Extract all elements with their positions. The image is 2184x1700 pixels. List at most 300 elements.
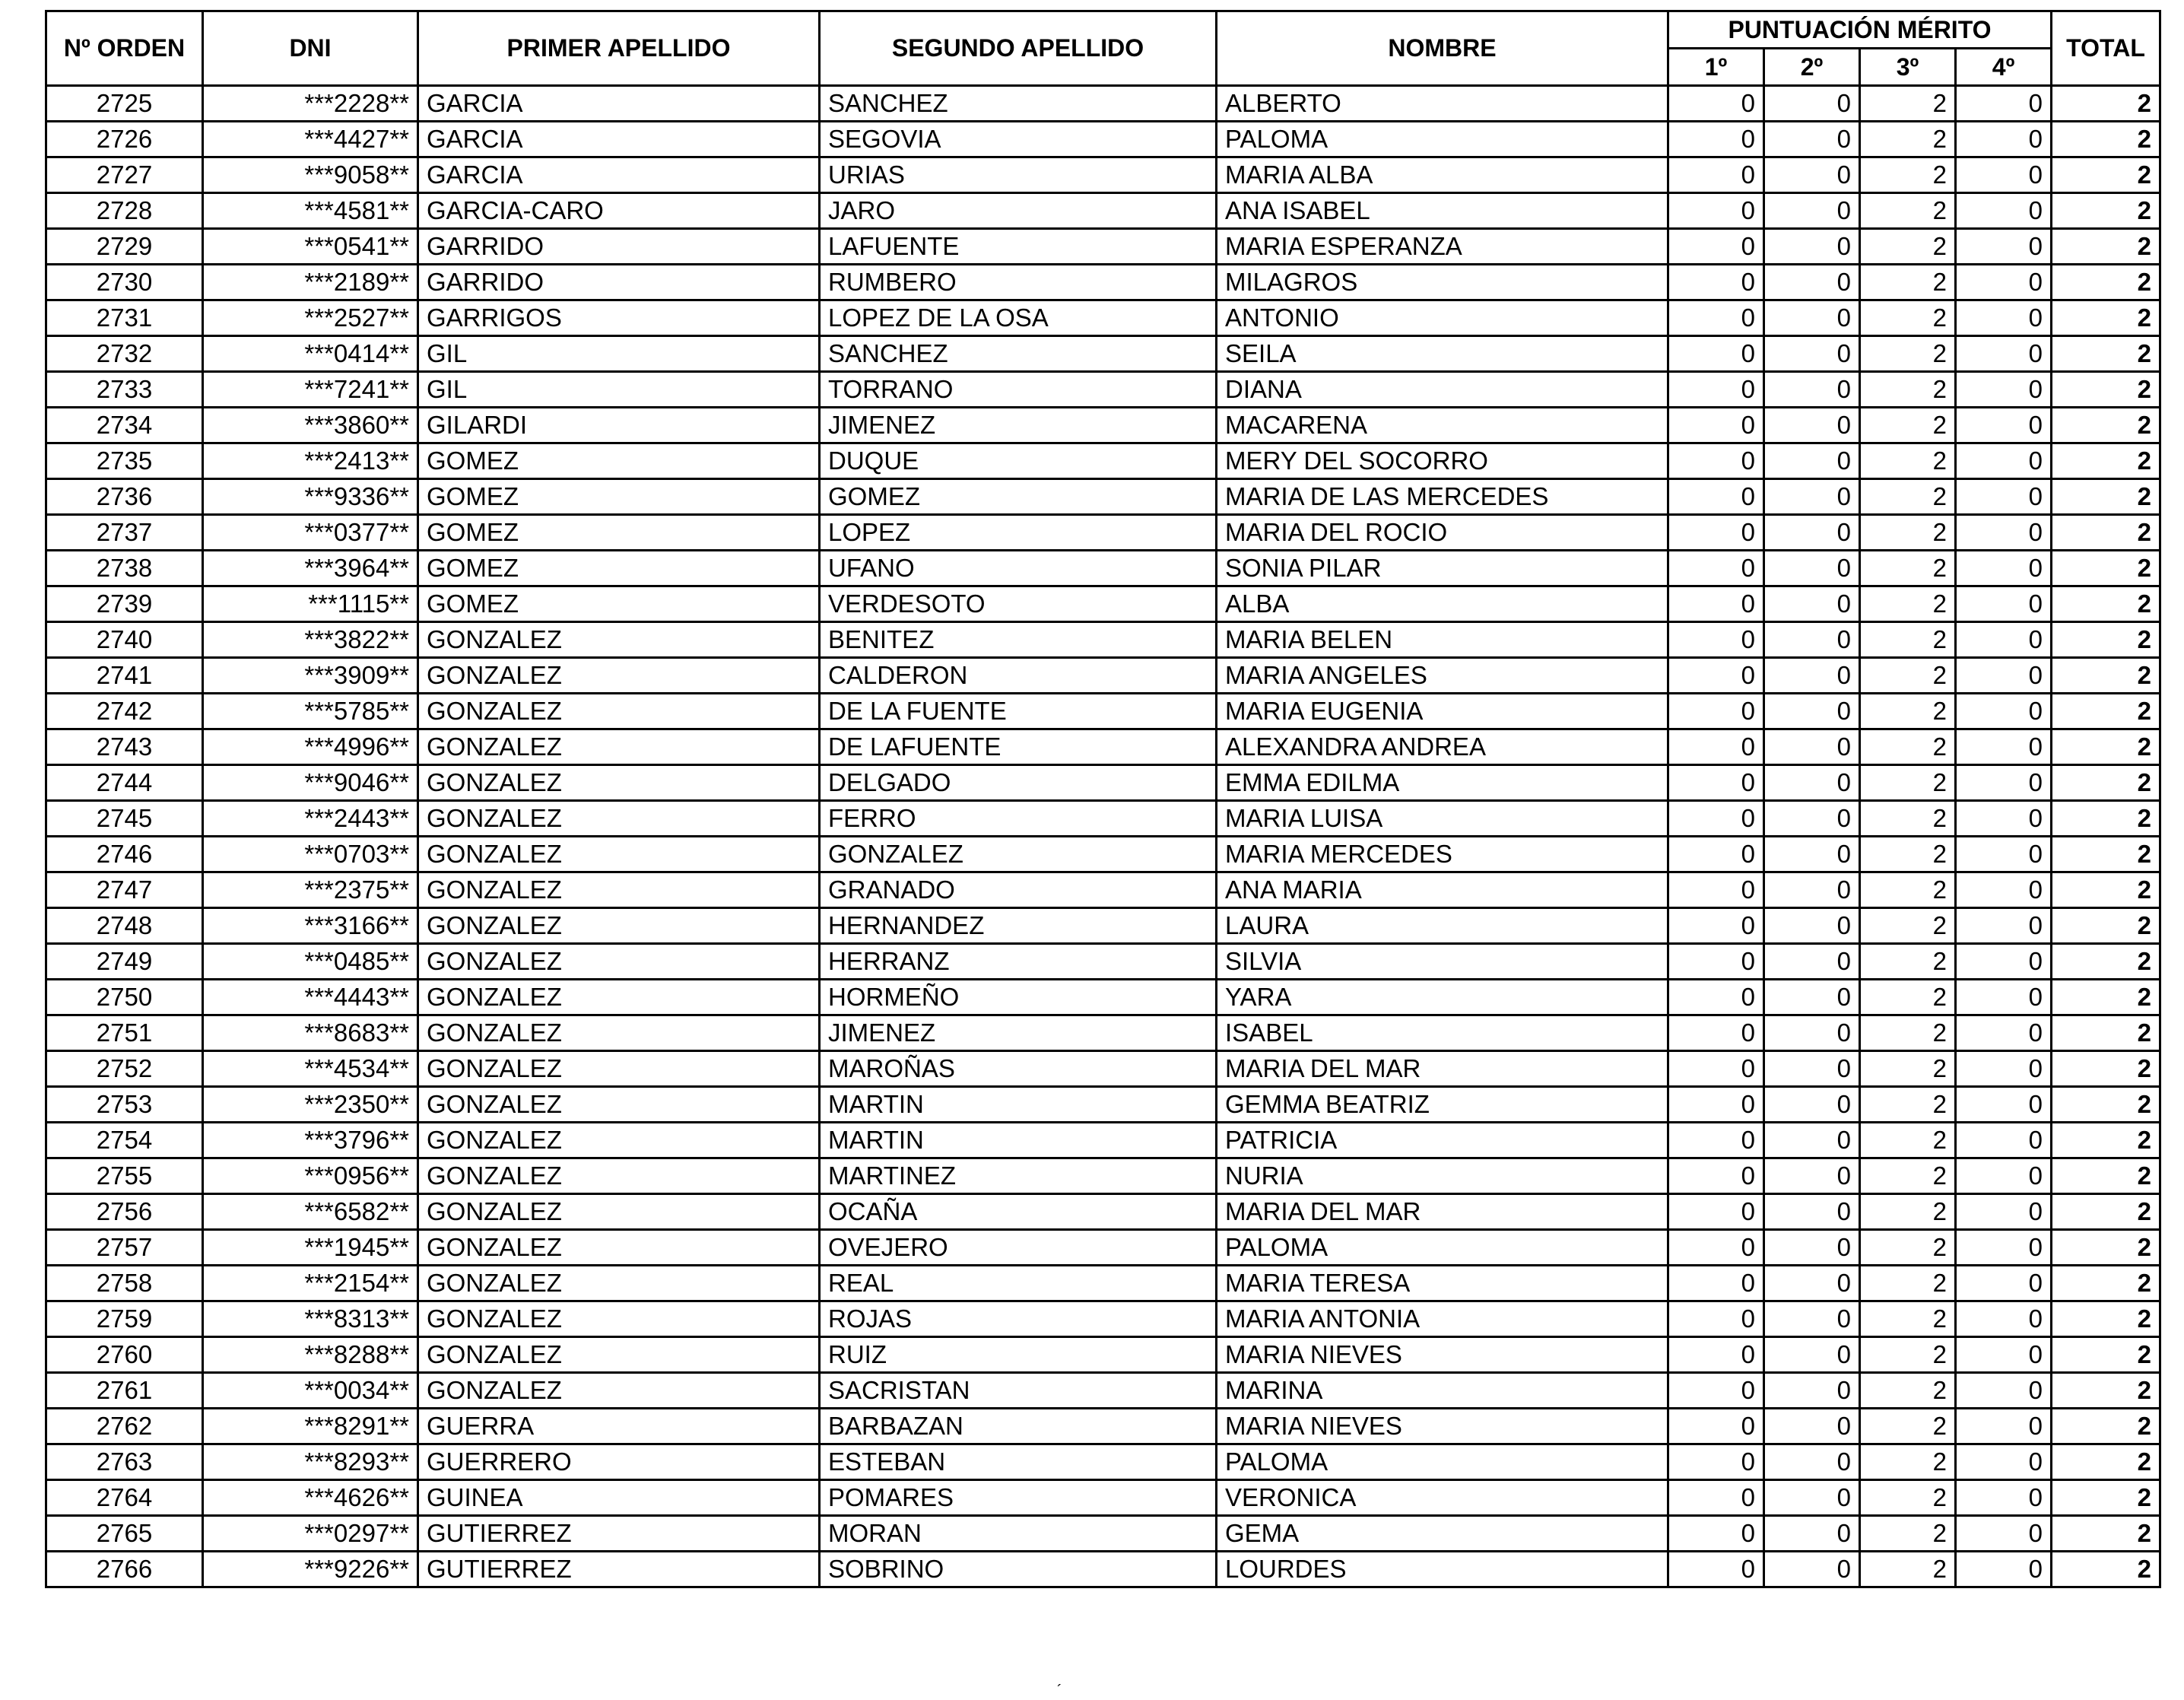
- cell-nombre: MARIA ANGELES: [1217, 658, 1668, 694]
- table-row: [46, 1337, 2160, 1373]
- cell-nombre: ANTONIO: [1217, 300, 1668, 336]
- cell-merit-1: 0: [1668, 1516, 1764, 1552]
- cell-dni: ***8293**: [203, 1444, 418, 1480]
- cell-merit-2: 0: [1764, 1266, 1860, 1301]
- cell-dni: ***8313**: [203, 1301, 418, 1337]
- cell-segundo-apellido: JIMENEZ: [820, 1015, 1217, 1051]
- cell-merit-2: 0: [1764, 1337, 1860, 1373]
- cell-total: 2: [2052, 1158, 2160, 1194]
- cell-primer-apellido: GONZALEZ: [418, 1015, 820, 1051]
- cell-merit-2: 0: [1764, 765, 1860, 801]
- cell-merit-1: 0: [1668, 1301, 1764, 1337]
- table-row: [46, 1373, 2160, 1409]
- cell-merit-2: 0: [1764, 1051, 1860, 1087]
- cell-segundo-apellido: CALDERON: [820, 658, 1217, 694]
- cell-merit-2: 0: [1764, 551, 1860, 586]
- cell-merit-1: 0: [1668, 372, 1764, 408]
- cell-nombre: PATRICIA: [1217, 1123, 1668, 1158]
- cell-merit-1: 0: [1668, 479, 1764, 515]
- cell-merit-1: 0: [1668, 336, 1764, 372]
- cell-merit-4: 0: [1956, 1158, 2052, 1194]
- cell-segundo-apellido: MARTIN: [820, 1123, 1217, 1158]
- cell-segundo-apellido: MARTINEZ: [820, 1158, 1217, 1194]
- cell-merit-2: 0: [1764, 1480, 1860, 1516]
- cell-nombre: SEILA: [1217, 336, 1668, 372]
- cell-merit-3: 2: [1860, 694, 1956, 729]
- cell-merit-2: 0: [1764, 336, 1860, 372]
- cell-segundo-apellido: OVEJERO: [820, 1230, 1217, 1266]
- cell-merit-3: 2: [1860, 980, 1956, 1015]
- cell-orden: 2726: [46, 122, 203, 157]
- cell-orden: 2761: [46, 1373, 203, 1409]
- cell-total: 2: [2052, 265, 2160, 300]
- cell-merit-1: 0: [1668, 1194, 1764, 1230]
- cell-merit-3: 2: [1860, 872, 1956, 908]
- cell-total: 2: [2052, 1409, 2160, 1444]
- cell-nombre: MARIA ALBA: [1217, 157, 1668, 193]
- cell-orden: 2762: [46, 1409, 203, 1444]
- cell-merit-4: 0: [1956, 336, 2052, 372]
- cell-merit-2: 0: [1764, 1552, 1860, 1587]
- cell-merit-4: 0: [1956, 372, 2052, 408]
- cell-nombre: MARIA ESPERANZA: [1217, 229, 1668, 265]
- cell-merit-4: 0: [1956, 1552, 2052, 1587]
- cell-segundo-apellido: HERNANDEZ: [820, 908, 1217, 944]
- cell-dni: ***2154**: [203, 1266, 418, 1301]
- cell-dni: ***9336**: [203, 479, 418, 515]
- cell-merit-3: 2: [1860, 801, 1956, 837]
- cell-total: 2: [2052, 765, 2160, 801]
- cell-merit-3: 2: [1860, 1337, 1956, 1373]
- cell-merit-4: 0: [1956, 551, 2052, 586]
- cell-dni: ***9226**: [203, 1552, 418, 1587]
- cell-merit-2: 0: [1764, 908, 1860, 944]
- cell-nombre: SONIA PILAR: [1217, 551, 1668, 586]
- cell-nombre: MARIA DE LAS MERCEDES: [1217, 479, 1668, 515]
- table-row: [46, 1051, 2160, 1087]
- table-row: [46, 622, 2160, 658]
- table-row: [46, 837, 2160, 872]
- cell-merit-1: 0: [1668, 980, 1764, 1015]
- cell-merit-4: 0: [1956, 1266, 2052, 1301]
- cell-segundo-apellido: MAROÑAS: [820, 1051, 1217, 1087]
- cell-merit-2: 0: [1764, 443, 1860, 479]
- cell-primer-apellido: GONZALEZ: [418, 1266, 820, 1301]
- cell-merit-4: 0: [1956, 729, 2052, 765]
- cell-merit-3: 2: [1860, 1301, 1956, 1337]
- cell-merit-3: 2: [1860, 372, 1956, 408]
- cell-dni: ***2375**: [203, 872, 418, 908]
- cell-merit-1: 0: [1668, 729, 1764, 765]
- col-header-segundo-apellido: SEGUNDO APELLIDO: [820, 11, 1217, 86]
- cell-orden: 2732: [46, 336, 203, 372]
- cell-merit-3: 2: [1860, 1266, 1956, 1301]
- cell-segundo-apellido: GONZALEZ: [820, 837, 1217, 872]
- cell-merit-4: 0: [1956, 229, 2052, 265]
- cell-dni: ***8288**: [203, 1337, 418, 1373]
- cell-orden: 2756: [46, 1194, 203, 1230]
- cell-primer-apellido: GARRIDO: [418, 229, 820, 265]
- cell-merit-4: 0: [1956, 908, 2052, 944]
- cell-orden: 2750: [46, 980, 203, 1015]
- table-body: [46, 86, 2160, 1587]
- col-header-primer-apellido: PRIMER APELLIDO: [418, 11, 820, 86]
- cell-merit-4: 0: [1956, 1015, 2052, 1051]
- cell-merit-2: 0: [1764, 479, 1860, 515]
- cell-total: 2: [2052, 1015, 2160, 1051]
- table-row: [46, 694, 2160, 729]
- cell-merit-2: 0: [1764, 86, 1860, 122]
- cell-dni: ***0956**: [203, 1158, 418, 1194]
- cell-merit-3: 2: [1860, 1051, 1956, 1087]
- cell-primer-apellido: GOMEZ: [418, 479, 820, 515]
- cell-merit-4: 0: [1956, 1337, 2052, 1373]
- cell-orden: 2752: [46, 1051, 203, 1087]
- table-row: [46, 1015, 2160, 1051]
- cell-primer-apellido: GONZALEZ: [418, 658, 820, 694]
- cell-primer-apellido: GOMEZ: [418, 443, 820, 479]
- cell-merit-1: 0: [1668, 193, 1764, 229]
- cell-total: 2: [2052, 1230, 2160, 1266]
- cell-primer-apellido: GOMEZ: [418, 515, 820, 551]
- cell-orden: 2766: [46, 1552, 203, 1587]
- cell-nombre: MARIA DEL MAR: [1217, 1051, 1668, 1087]
- cell-total: 2: [2052, 443, 2160, 479]
- table-row: [46, 1230, 2160, 1266]
- cell-merit-1: 0: [1668, 515, 1764, 551]
- cell-nombre: PALOMA: [1217, 1230, 1668, 1266]
- cell-merit-2: 0: [1764, 980, 1860, 1015]
- cell-merit-4: 0: [1956, 801, 2052, 837]
- cell-orden: 2727: [46, 157, 203, 193]
- cell-merit-2: 0: [1764, 1123, 1860, 1158]
- cell-nombre: MACARENA: [1217, 408, 1668, 443]
- cell-nombre: VERONICA: [1217, 1480, 1668, 1516]
- col-header-nombre: NOMBRE: [1217, 11, 1668, 86]
- col-header-merit-1: 1º: [1668, 49, 1764, 86]
- cell-nombre: GEMA: [1217, 1516, 1668, 1552]
- cell-orden: 2747: [46, 872, 203, 908]
- cell-segundo-apellido: DUQUE: [820, 443, 1217, 479]
- cell-merit-2: 0: [1764, 729, 1860, 765]
- cell-nombre: MARIA BELEN: [1217, 622, 1668, 658]
- cell-merit-2: 0: [1764, 837, 1860, 872]
- cell-total: 2: [2052, 872, 2160, 908]
- cell-merit-1: 0: [1668, 1552, 1764, 1587]
- merit-score-sheet: [45, 10, 2159, 1588]
- cell-segundo-apellido: MORAN: [820, 1516, 1217, 1552]
- cell-orden: 2764: [46, 1480, 203, 1516]
- cell-merit-4: 0: [1956, 837, 2052, 872]
- cell-orden: 2746: [46, 837, 203, 872]
- cell-total: 2: [2052, 944, 2160, 980]
- cell-merit-4: 0: [1956, 515, 2052, 551]
- cell-primer-apellido: GONZALEZ: [418, 1158, 820, 1194]
- cell-total: 2: [2052, 86, 2160, 122]
- cell-merit-4: 0: [1956, 1087, 2052, 1123]
- cell-merit-3: 2: [1860, 1409, 1956, 1444]
- cell-primer-apellido: GONZALEZ: [418, 1087, 820, 1123]
- cell-total: 2: [2052, 1552, 2160, 1587]
- cell-orden: 2741: [46, 658, 203, 694]
- cell-orden: 2757: [46, 1230, 203, 1266]
- cell-merit-2: 0: [1764, 1444, 1860, 1480]
- cell-nombre: MARIA EUGENIA: [1217, 694, 1668, 729]
- cell-segundo-apellido: DE LA FUENTE: [820, 694, 1217, 729]
- cell-dni: ***3796**: [203, 1123, 418, 1158]
- cell-merit-2: 0: [1764, 1301, 1860, 1337]
- table-row: [46, 944, 2160, 980]
- table-row: [46, 1087, 2160, 1123]
- cell-merit-4: 0: [1956, 980, 2052, 1015]
- cell-nombre: GEMMA BEATRIZ: [1217, 1087, 1668, 1123]
- cell-dni: ***1945**: [203, 1230, 418, 1266]
- cell-merit-4: 0: [1956, 1373, 2052, 1409]
- cell-dni: ***3964**: [203, 551, 418, 586]
- col-header-merit-3: 3º: [1860, 49, 1956, 86]
- cell-primer-apellido: GONZALEZ: [418, 801, 820, 837]
- cell-merit-4: 0: [1956, 1230, 2052, 1266]
- cell-primer-apellido: GUERRA: [418, 1409, 820, 1444]
- cell-total: 2: [2052, 372, 2160, 408]
- cell-dni: ***4443**: [203, 980, 418, 1015]
- cell-primer-apellido: GARRIGOS: [418, 300, 820, 336]
- cell-primer-apellido: GUTIERREZ: [418, 1516, 820, 1552]
- cell-segundo-apellido: RUMBERO: [820, 265, 1217, 300]
- cell-segundo-apellido: SANCHEZ: [820, 336, 1217, 372]
- cell-merit-1: 0: [1668, 408, 1764, 443]
- cell-primer-apellido: GOMEZ: [418, 551, 820, 586]
- cell-dni: ***8291**: [203, 1409, 418, 1444]
- cell-dni: ***9058**: [203, 157, 418, 193]
- cell-segundo-apellido: BENITEZ: [820, 622, 1217, 658]
- cell-total: 2: [2052, 193, 2160, 229]
- col-header-merit-2: 2º: [1764, 49, 1860, 86]
- cell-dni: ***9046**: [203, 765, 418, 801]
- cell-dni: ***8683**: [203, 1015, 418, 1051]
- table-row: [46, 229, 2160, 265]
- cell-merit-3: 2: [1860, 551, 1956, 586]
- cell-primer-apellido: GONZALEZ: [418, 872, 820, 908]
- table-header: [46, 11, 2160, 86]
- cell-merit-3: 2: [1860, 1516, 1956, 1552]
- table-row: [46, 1516, 2160, 1552]
- cell-dni: ***3909**: [203, 658, 418, 694]
- cell-total: 2: [2052, 300, 2160, 336]
- cell-segundo-apellido: VERDESOTO: [820, 586, 1217, 622]
- cell-primer-apellido: GUTIERREZ: [418, 1552, 820, 1587]
- cell-total: 2: [2052, 1266, 2160, 1301]
- cell-merit-2: 0: [1764, 622, 1860, 658]
- cell-primer-apellido: GONZALEZ: [418, 944, 820, 980]
- cell-nombre: MARIA DEL MAR: [1217, 1194, 1668, 1230]
- cell-dni: ***0377**: [203, 515, 418, 551]
- cell-merit-4: 0: [1956, 408, 2052, 443]
- cell-merit-3: 2: [1860, 1015, 1956, 1051]
- table-row: [46, 1480, 2160, 1516]
- cell-merit-2: 0: [1764, 1194, 1860, 1230]
- cell-nombre: ALBERTO: [1217, 86, 1668, 122]
- cell-merit-4: 0: [1956, 193, 2052, 229]
- cell-dni: ***0703**: [203, 837, 418, 872]
- cell-merit-1: 0: [1668, 1409, 1764, 1444]
- cell-dni: ***6582**: [203, 1194, 418, 1230]
- cell-segundo-apellido: GRANADO: [820, 872, 1217, 908]
- cell-primer-apellido: GIL: [418, 336, 820, 372]
- cell-segundo-apellido: POMARES: [820, 1480, 1217, 1516]
- table-row: [46, 872, 2160, 908]
- cell-merit-1: 0: [1668, 1158, 1764, 1194]
- cell-primer-apellido: GARCIA-CARO: [418, 193, 820, 229]
- cell-total: 2: [2052, 1194, 2160, 1230]
- cell-nombre: ISABEL: [1217, 1015, 1668, 1051]
- table-row: [46, 980, 2160, 1015]
- table-row: [46, 372, 2160, 408]
- cell-nombre: DIANA: [1217, 372, 1668, 408]
- cell-merit-3: 2: [1860, 1087, 1956, 1123]
- cell-total: 2: [2052, 837, 2160, 872]
- cell-orden: 2765: [46, 1516, 203, 1552]
- cell-merit-2: 0: [1764, 515, 1860, 551]
- col-header-orden: Nº ORDEN: [46, 11, 203, 86]
- cell-segundo-apellido: SOBRINO: [820, 1552, 1217, 1587]
- cell-nombre: MARIA DEL ROCIO: [1217, 515, 1668, 551]
- cell-merit-4: 0: [1956, 86, 2052, 122]
- cell-orden: 2728: [46, 193, 203, 229]
- cell-merit-4: 0: [1956, 658, 2052, 694]
- cell-merit-2: 0: [1764, 801, 1860, 837]
- cell-primer-apellido: GARCIA: [418, 86, 820, 122]
- cell-merit-1: 0: [1668, 551, 1764, 586]
- table-row: [46, 122, 2160, 157]
- cell-nombre: LOURDES: [1217, 1552, 1668, 1587]
- col-header-merit-4: 4º: [1956, 49, 2052, 86]
- cell-orden: 2751: [46, 1015, 203, 1051]
- cell-dni: ***4626**: [203, 1480, 418, 1516]
- cell-primer-apellido: GONZALEZ: [418, 1373, 820, 1409]
- cell-merit-4: 0: [1956, 157, 2052, 193]
- cell-dni: ***2350**: [203, 1087, 418, 1123]
- cell-total: 2: [2052, 1051, 2160, 1087]
- table-row: [46, 1123, 2160, 1158]
- cell-dni: ***0034**: [203, 1373, 418, 1409]
- cell-primer-apellido: GONZALEZ: [418, 1337, 820, 1373]
- cell-segundo-apellido: URIAS: [820, 157, 1217, 193]
- cell-segundo-apellido: DE LAFUENTE: [820, 729, 1217, 765]
- cell-orden: 2739: [46, 586, 203, 622]
- cell-total: 2: [2052, 694, 2160, 729]
- cell-segundo-apellido: FERRO: [820, 801, 1217, 837]
- cell-primer-apellido: GONZALEZ: [418, 1301, 820, 1337]
- cell-merit-1: 0: [1668, 801, 1764, 837]
- cell-merit-1: 0: [1668, 443, 1764, 479]
- cell-orden: 2760: [46, 1337, 203, 1373]
- cell-total: 2: [2052, 229, 2160, 265]
- cell-merit-1: 0: [1668, 1266, 1764, 1301]
- cell-total: 2: [2052, 586, 2160, 622]
- cell-orden: 2745: [46, 801, 203, 837]
- table-row: [46, 729, 2160, 765]
- cell-merit-3: 2: [1860, 265, 1956, 300]
- cell-merit-3: 2: [1860, 908, 1956, 944]
- cell-merit-2: 0: [1764, 1015, 1860, 1051]
- cell-merit-3: 2: [1860, 122, 1956, 157]
- cell-nombre: SILVIA: [1217, 944, 1668, 980]
- table-row: [46, 408, 2160, 443]
- cell-merit-2: 0: [1764, 265, 1860, 300]
- cell-segundo-apellido: ESTEBAN: [820, 1444, 1217, 1480]
- cell-orden: 2729: [46, 229, 203, 265]
- cell-merit-3: 2: [1860, 1480, 1956, 1516]
- cell-orden: 2763: [46, 1444, 203, 1480]
- cell-orden: 2734: [46, 408, 203, 443]
- table-row: [46, 86, 2160, 122]
- cell-total: 2: [2052, 1123, 2160, 1158]
- cell-segundo-apellido: DELGADO: [820, 765, 1217, 801]
- cell-merit-1: 0: [1668, 1123, 1764, 1158]
- cell-merit-1: 0: [1668, 1337, 1764, 1373]
- cell-merit-3: 2: [1860, 336, 1956, 372]
- cell-total: 2: [2052, 801, 2160, 837]
- cell-merit-1: 0: [1668, 1015, 1764, 1051]
- cell-merit-3: 2: [1860, 729, 1956, 765]
- cell-merit-1: 0: [1668, 1444, 1764, 1480]
- merit-table: [45, 10, 2161, 1588]
- cell-merit-1: 0: [1668, 658, 1764, 694]
- cell-segundo-apellido: ROJAS: [820, 1301, 1217, 1337]
- col-header-total: TOTAL: [2052, 11, 2160, 86]
- cell-merit-1: 0: [1668, 622, 1764, 658]
- cell-orden: 2754: [46, 1123, 203, 1158]
- cell-segundo-apellido: LOPEZ: [820, 515, 1217, 551]
- cell-orden: 2740: [46, 622, 203, 658]
- cell-merit-4: 0: [1956, 694, 2052, 729]
- table-row: [46, 1158, 2160, 1194]
- cell-merit-1: 0: [1668, 872, 1764, 908]
- cell-total: 2: [2052, 551, 2160, 586]
- cell-orden: 2743: [46, 729, 203, 765]
- cell-merit-2: 0: [1764, 122, 1860, 157]
- cell-dni: ***2443**: [203, 801, 418, 837]
- cell-merit-3: 2: [1860, 1230, 1956, 1266]
- page-mark: ´: [1057, 1683, 1062, 1699]
- cell-dni: ***2527**: [203, 300, 418, 336]
- cell-merit-2: 0: [1764, 229, 1860, 265]
- cell-segundo-apellido: GOMEZ: [820, 479, 1217, 515]
- cell-total: 2: [2052, 1480, 2160, 1516]
- cell-primer-apellido: GILARDI: [418, 408, 820, 443]
- cell-orden: 2759: [46, 1301, 203, 1337]
- cell-merit-1: 0: [1668, 1230, 1764, 1266]
- cell-merit-4: 0: [1956, 1480, 2052, 1516]
- cell-nombre: MARIA TERESA: [1217, 1266, 1668, 1301]
- cell-merit-4: 0: [1956, 1194, 2052, 1230]
- cell-merit-3: 2: [1860, 1158, 1956, 1194]
- cell-merit-4: 0: [1956, 265, 2052, 300]
- cell-orden: 2737: [46, 515, 203, 551]
- cell-dni: ***1115**: [203, 586, 418, 622]
- cell-primer-apellido: GONZALEZ: [418, 1194, 820, 1230]
- table-row: [46, 1409, 2160, 1444]
- cell-dni: ***4534**: [203, 1051, 418, 1087]
- table-row: [46, 1552, 2160, 1587]
- cell-dni: ***3822**: [203, 622, 418, 658]
- cell-total: 2: [2052, 515, 2160, 551]
- cell-primer-apellido: GONZALEZ: [418, 694, 820, 729]
- cell-merit-2: 0: [1764, 157, 1860, 193]
- cell-merit-3: 2: [1860, 515, 1956, 551]
- cell-orden: 2735: [46, 443, 203, 479]
